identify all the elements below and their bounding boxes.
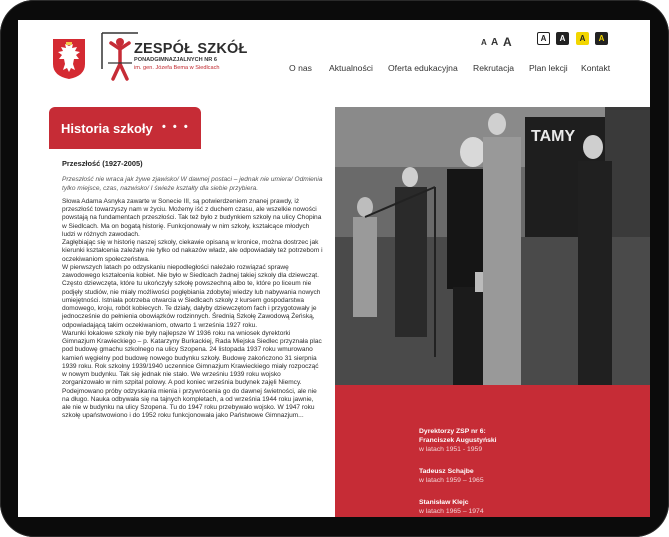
director-years: w latach 1959 – 1965 (419, 477, 484, 484)
directors-panel (335, 385, 650, 517)
main-nav (18, 63, 650, 79)
school-name: ZESPÓŁ SZKÓŁ (134, 41, 248, 57)
article-quote: Przeszłość nie wraca jak żywe zjawisko/ W dawnej postaci – jednak nie umiera/ Odmienia tylko miejsce, czas, nazwisko/ I świeże kształty dla siebie przybiera. (62, 176, 323, 192)
nav-rekrutacja[interactable]: Rekrutacja (473, 63, 515, 73)
school-patron: im. gen. Józefa Bema w Siedlcach (134, 65, 220, 71)
page-title: Historia szkoły (61, 121, 153, 136)
more-dots-icon[interactable]: • • • (162, 121, 190, 133)
contrast-yellow-on-black-button[interactable]: A (595, 32, 608, 45)
font-size-large-button[interactable]: A (503, 35, 512, 49)
director-name: Franciszek Augustyński (419, 437, 497, 444)
school-subtitle: PONADGIMNAZJALNYCH NR 6 (134, 57, 217, 63)
nav-aktualnosci[interactable]: Aktualności (329, 63, 373, 73)
directors-heading: Dyrektorzy ZSP nr 6: (419, 428, 486, 435)
font-size-small-button[interactable]: A (481, 38, 487, 47)
browser-viewport (18, 20, 650, 517)
director-years: w latach 1965 – 1974 (419, 508, 484, 515)
contrast-yellow-button[interactable]: A (576, 32, 589, 45)
photo-banner-text: TAMY (531, 128, 576, 145)
article-paragraph: Zagłębiając się w historię naszej szkoły, ciekawie opisaną w kronice, można dostrzec jak kierunki kształcenia zależały nie tylko od nakazów władz, ale odpowiadały też potrzebom i oczekiwaniom społeczeństwa. (62, 239, 323, 263)
article-paragraph: Słowa Adama Asnyka zawarte w Sonecie III, są potwierdzeniem znanej prawdy, iż przeszłość towarzyszy nam w życiu. Możemy iść z duchem czasu, ale wszelkie nowości powstają na fundamentach przeszłości. Tak też było z budynkiem szkoły na ulicy Chopina w Siedlcach. Ma on bogatą historię. Funkcjonowały w nim szkoły, kształcące młodych ludzi w różnych zawodach. (62, 197, 322, 238)
nav-oferta-edukacyjna[interactable]: Oferta edukacyjna (388, 63, 458, 73)
director-name: Tadeusz Schajbe (419, 468, 474, 475)
article-paragraph: Warunki lokalowe szkoły nie były najlepsze W 1936 roku na wniosek dyrektorki Gimnazjum Krawieckiego – p. Katarzyny Burkackiej, Rada Miejska Siedlec przyznała plac pod budowę gmachu szkolnego na ulicy Szopena. 24 listopada 1937 roku wmurowano kamień węgielny pod budowę nowego budynku szkoły. Budowę zakończono 31 sierpnia 1939 roku. Rok szkolny 1939/1940 uczennice Gimnazjum Krawieckiego miały rozpocząć w nowym budynku. Tak się jednak nie stało. We wrześniu 1939 roku wojsko zorganizowało w nim szpital polowy. A pod koniec września budynek zajęli Niemcy. Podejmowano próby odzyskania mienia i przywrócenia go do dawnej świetności, ale nie na długo. Nauka odbywała się na tajnych kompletach, a od września 1944 roku jawnie, ale nie w budynku na ulicy Szopena. Tu do 1947 roku przebywało wojsko. W 1947 roku szkołę upaństwowiono i do 1952 roku funkcjonowała jako Państwowe Gimnazjum... (62, 329, 322, 420)
article-paragraph: W pierwszych latach po odzyskaniu niepodległości należało rozwiązać sprawę zawodowego kształcenia kobiet. Nie było w Siedlcach żadnej takiej szkoły dla dziewcząt. Często dziewczęta, które tu ukończyły szkołę powszechną albo te, które po liceum nie podjęły studiów, nie miały możliwości pogłębiania zdobytej wiedzy lub nabywania nowych umiejętności. Istniała potrzeba otwarcia w Siedlcach szkoły z kursem gospodarstwa domowego, kroju, robót kobiecych. Te działy, dałyby dziewczętom fach i przygotowały je jednocześnie do pełnienia obowiązków rodzinnych. Średnią Szkołę Zawodową Żeńską, odpowiadającą takim oczekiwaniom, otwarto 1 września 1927 roku. (62, 263, 321, 329)
directors-block (419, 498, 484, 516)
directors-block (419, 427, 497, 454)
nav-o-nas[interactable]: O nas (289, 63, 312, 73)
historic-photo (335, 107, 650, 385)
contrast-default-button[interactable]: A (537, 32, 550, 45)
page-title-tab (49, 107, 201, 149)
directors-block (419, 467, 484, 485)
historic-photo-image (335, 107, 650, 385)
director-years: w latach 1951 - 1959 (419, 446, 483, 453)
director-name: Stanisław Klejc (419, 499, 469, 506)
site-header (18, 20, 650, 108)
article-body (62, 160, 324, 426)
section-heading: Przeszłość (1927-2005) (62, 159, 143, 168)
nav-kontakt[interactable]: Kontakt (581, 63, 611, 73)
contrast-dark-button[interactable]: A (556, 32, 569, 45)
font-size-medium-button[interactable]: A (491, 37, 499, 48)
nav-plan-lekcji[interactable]: Plan lekcji (529, 63, 568, 73)
